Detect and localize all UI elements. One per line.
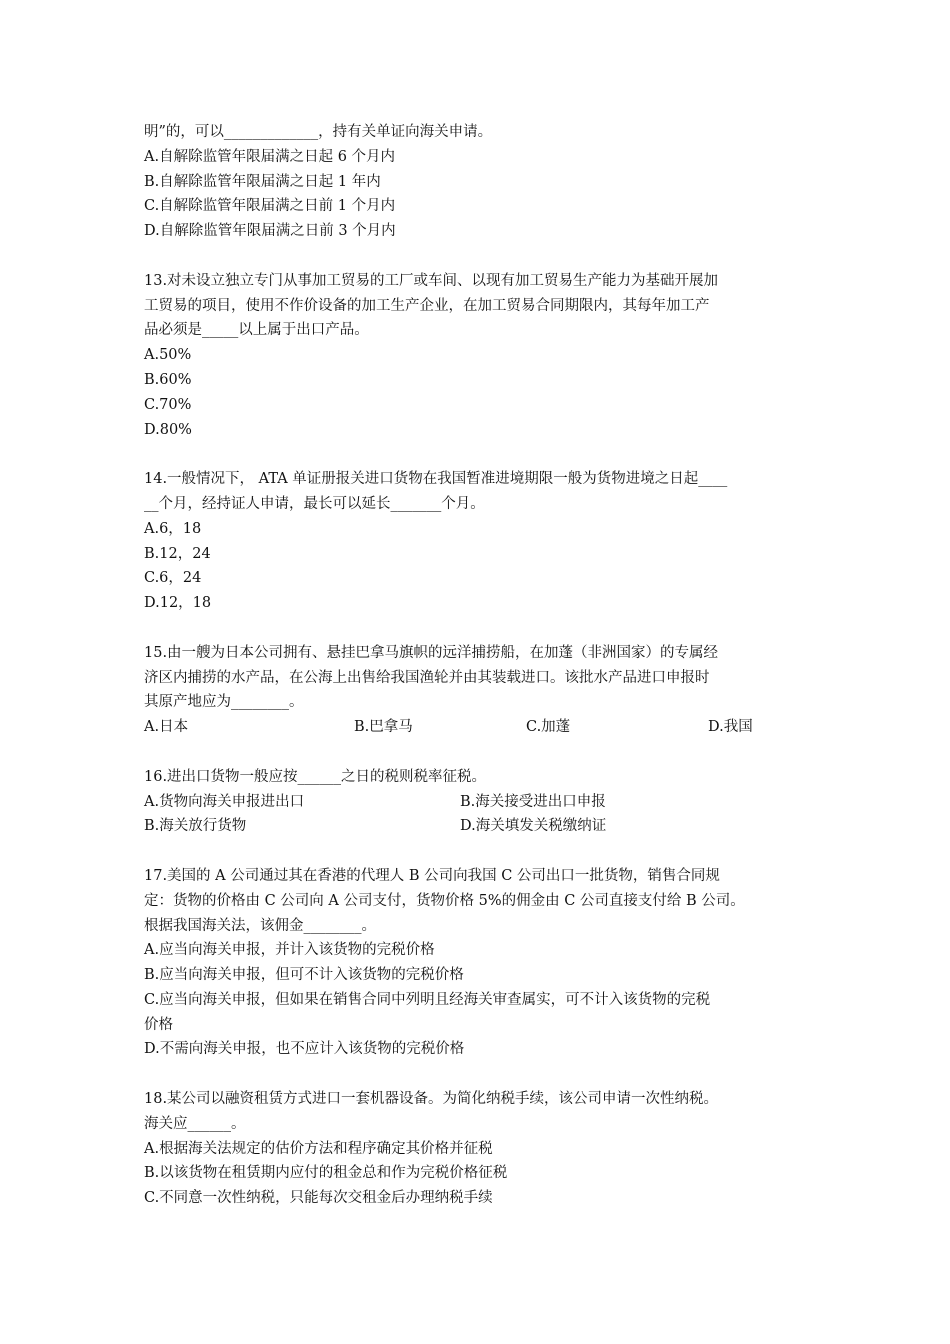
- option-a: A.50%: [144, 347, 192, 364]
- question-15: [144, 641, 824, 740]
- question-text: 定：货物的价格由 C 公司向 A 公司支付，货物价格 5%的佣金由 C 公司直接支付给 B 公司。: [144, 892, 745, 909]
- option-d: D.海关填发关税缴纳证: [460, 818, 607, 835]
- question-16: [144, 765, 824, 839]
- option-a: A.日本: [144, 719, 189, 736]
- option-c: C.6，24: [144, 570, 202, 587]
- option-c: C.加蓬: [526, 719, 571, 736]
- option-a: A.应当向海关申报，并计入该货物的完税价格: [144, 942, 435, 959]
- question-text: 14.一般情况下， ATA 单证册报关进口货物在我国暂准进境期限一般为货物进境之日起____: [144, 471, 728, 488]
- option-c: B.海关放行货物: [144, 818, 247, 835]
- question-text: __个月，经持证人申请，最长可以延长_______个月。: [144, 495, 485, 512]
- question-13: [144, 269, 824, 443]
- option-d: D.12，18: [144, 595, 212, 612]
- option-c: C.70%: [144, 396, 192, 413]
- option-a: A.货物向海关申报进出口: [144, 793, 305, 810]
- option-a: A.自解除监管年限届满之日起 6 个月内: [144, 148, 396, 165]
- question-12: [144, 120, 824, 244]
- question-text: 15.由一艘为日本公司拥有、悬挂巴拿马旗帜的远洋捕捞船，在加蓬（非洲国家）的专属经: [144, 644, 719, 661]
- question-text: 13.对未设立独立专门从事加工贸易的工厂或车间、以现有加工贸易生产能力为基础开展加: [144, 272, 719, 289]
- option-b: B.12，24: [144, 545, 211, 562]
- options-row: [144, 790, 824, 815]
- question-14: [144, 467, 824, 616]
- option-b: B.自解除监管年限届满之日起 1 年内: [144, 173, 381, 190]
- option-c: C.不同意一次性纳税，只能每次交租金后办理纳税手续: [144, 1190, 493, 1207]
- option-c: C.自解除监管年限届满之日前 1 个月内: [144, 198, 396, 215]
- question-text: 其原产地应为________。: [144, 694, 304, 711]
- option-b: B.应当向海关申报，但可不计入该货物的完税价格: [144, 967, 464, 984]
- option-a: A.根据海关法规定的估价方法和程序确定其价格并征税: [144, 1140, 493, 1157]
- option-d: D.我国: [708, 719, 753, 736]
- document-page: [144, 120, 824, 1236]
- question-text: 济区内捕捞的水产品，在公海上出售给我国渔轮并由其装载进口。该批水产品进口申报时: [144, 669, 710, 686]
- option-d: D.不需向海关申报，也不应计入该货物的完税价格: [144, 1041, 465, 1058]
- option-d: D.80%: [144, 421, 192, 438]
- option-c-continued: 价格: [144, 1016, 173, 1033]
- option-c: C.应当向海关申报，但如果在销售合同中列明且经海关审查属实，可不计入该货物的完税: [144, 991, 711, 1008]
- option-b: B.60%: [144, 371, 192, 388]
- options-row: [144, 715, 824, 740]
- question-text: 16.进出口货物一般应按______之日的税则税率征税。: [144, 768, 487, 785]
- option-b: B.以该货物在租赁期内应付的租金总和作为完税价格征税: [144, 1165, 508, 1182]
- options-row: [144, 814, 824, 839]
- question-text: 工贸易的项目，使用不作价设备的加工生产企业，在加工贸易合同期限内，其每年加工产: [144, 297, 710, 314]
- question-text: 根据我国海关法，该佣金________。: [144, 917, 376, 934]
- question-text: 18.某公司以融资租赁方式进口一套机器设备。为简化纳税手续，该公司申请一次性纳税。: [144, 1091, 719, 1108]
- question-text: 17.美国的 A 公司通过其在香港的代理人 B 公司向我国 C 公司出口一批货物，销售合同规: [144, 867, 720, 884]
- question-18: [144, 1087, 824, 1211]
- option-b: B.巴拿马: [354, 719, 413, 736]
- question-text: 海关应______。: [144, 1115, 246, 1132]
- question-text: 品必须是_____以上属于出口产品。: [144, 322, 369, 339]
- option-a: A.6，18: [144, 520, 202, 537]
- question-17: [144, 864, 824, 1062]
- option-d: D.自解除监管年限届满之日前 3 个月内: [144, 223, 396, 240]
- option-b: B.海关接受进出口申报: [460, 793, 606, 810]
- question-text: 明”的，可以_____________，持有关单证向海关申请。: [144, 124, 493, 140]
